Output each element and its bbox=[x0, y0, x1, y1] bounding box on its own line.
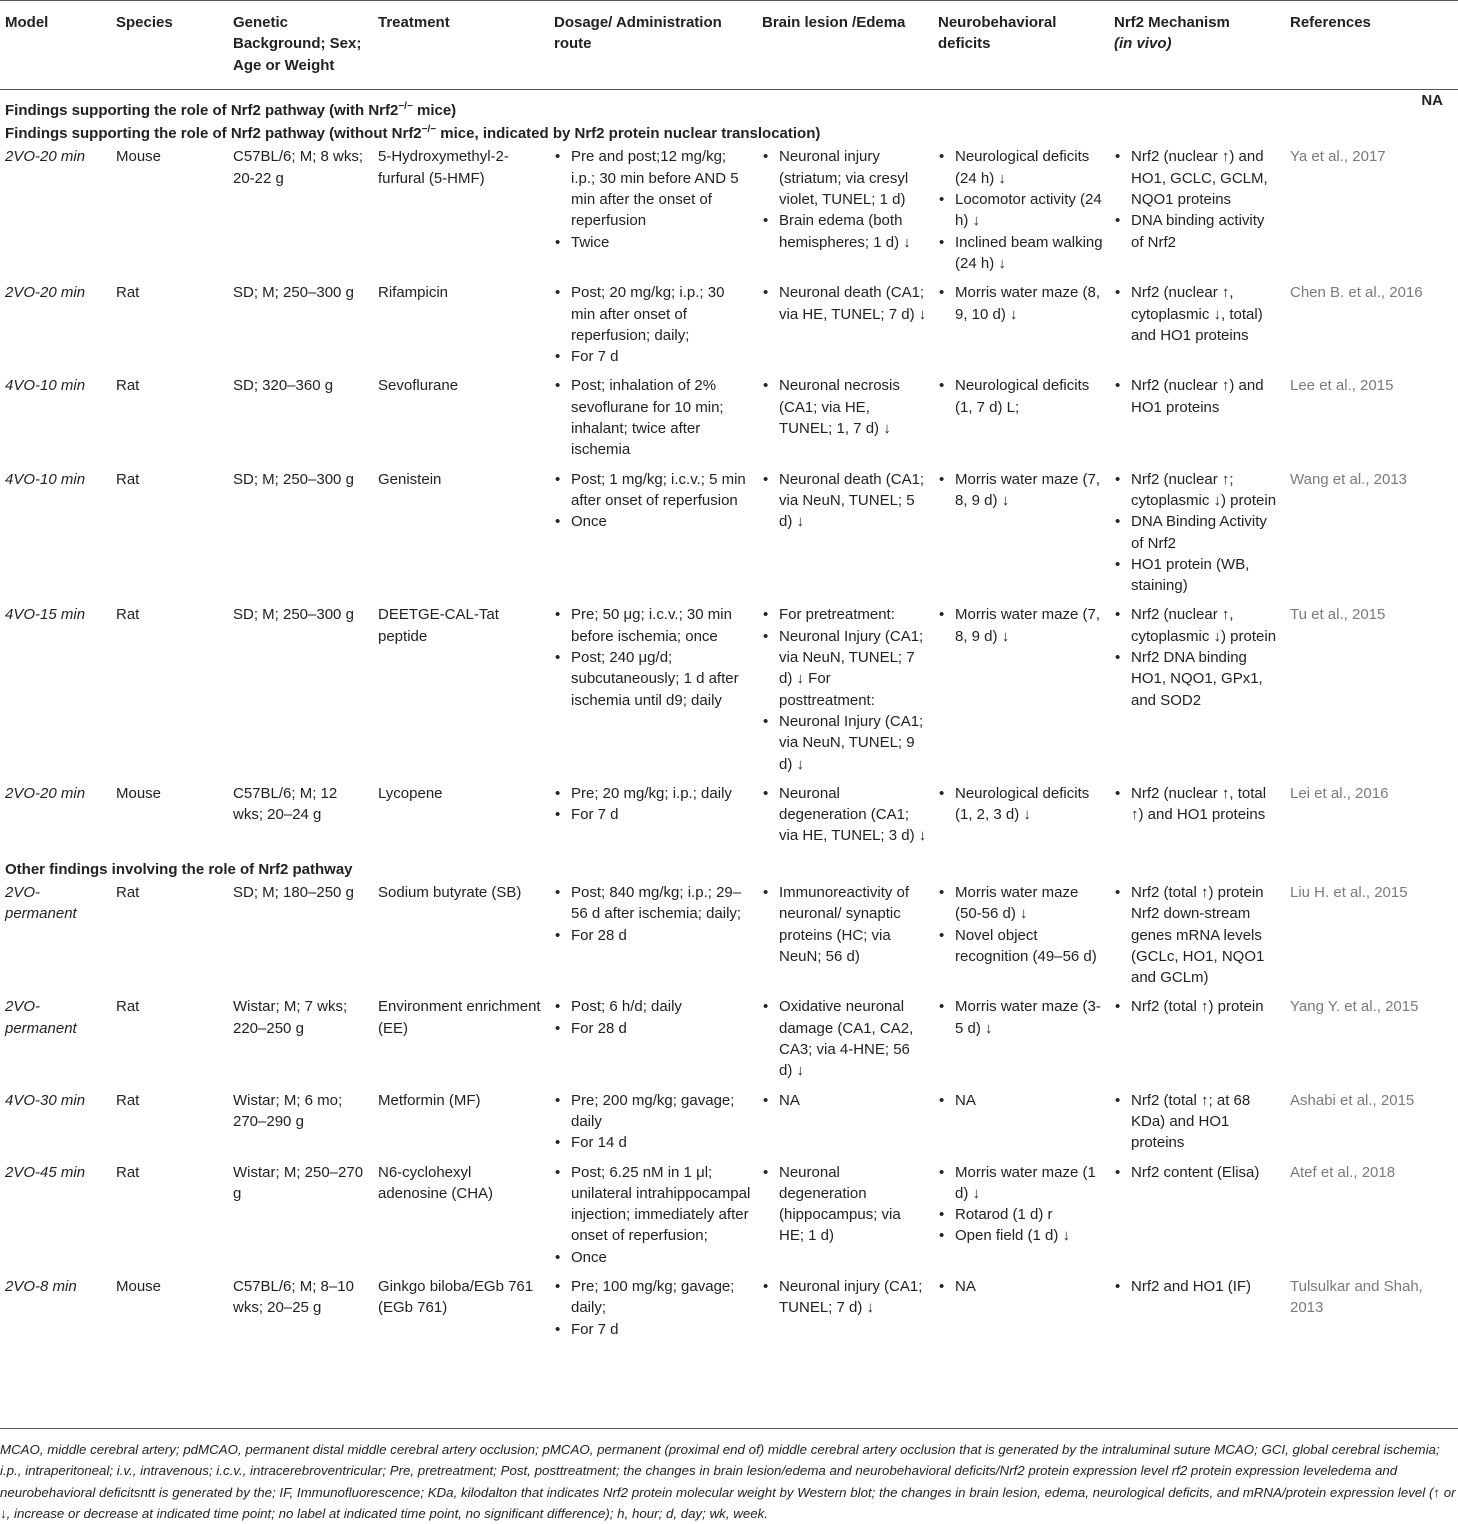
section-na: NA bbox=[1421, 91, 1443, 109]
section-heading bbox=[0, 89, 1458, 123]
cell-neurobehavioral bbox=[933, 469, 1109, 605]
list-item: • Novel object recognition (49–56 d) bbox=[938, 925, 1103, 968]
cell-model: 2VO-8 min bbox=[5, 1278, 77, 1296]
section-row-with-knockout bbox=[0, 89, 1458, 123]
table-row bbox=[0, 1090, 1458, 1162]
cell-mechanism-list bbox=[1114, 469, 1279, 597]
list-item: • Post; 840 mg/kg; i.p.; 29–56 d after ischemia; daily; bbox=[554, 882, 751, 925]
cell-brain-lesion bbox=[757, 1090, 933, 1162]
list-item: • Nrf2 (total ↑; at 68 KDa) and HO1 proteins bbox=[1114, 1090, 1279, 1154]
cell-neurobehavioral-list bbox=[938, 1276, 1103, 1297]
list-item: • For 28 d bbox=[554, 925, 751, 946]
list-item: • Nrf2 (nuclear ↑, cytoplasmic ↓) protein bbox=[1114, 604, 1279, 647]
list-item: • Pre; 100 mg/kg; gavage; daily; bbox=[554, 1276, 751, 1319]
cell-genetic-background: C57BL/6; M; 8–10 wks; 20–25 g bbox=[233, 1278, 354, 1317]
list-item: • Morris water maze (8, 9, 10 d) ↓ bbox=[938, 282, 1103, 325]
list-item: • Nrf2 (total ↑) protein Nrf2 down-stream genes mRNA levels (GCLc, HO1, NQO1 and GCLm) bbox=[1114, 882, 1279, 988]
cell-dosage-list bbox=[554, 1162, 751, 1268]
cell-neurobehavioral-list bbox=[938, 469, 1103, 512]
list-item: • Neuronal death (CA1; via HE, TUNEL; 7 d) ↓ bbox=[762, 282, 927, 325]
header-model: Model bbox=[0, 1, 111, 90]
cell-neurobehavioral-list bbox=[938, 375, 1103, 418]
cell-dosage-list bbox=[554, 1090, 751, 1154]
list-item: • Neurological deficits (1, 2, 3 d) ↓ bbox=[938, 783, 1103, 826]
cell-dosage-list bbox=[554, 996, 751, 1039]
cell-dosage-list bbox=[554, 604, 751, 710]
cell-reference: Tulsulkar and Shah, 2013 bbox=[1290, 1278, 1423, 1317]
cell-dosage bbox=[549, 882, 757, 996]
list-item: • For 7 d bbox=[554, 346, 751, 367]
list-item: • Post; 6.25 nM in 1 μl; unilateral intrahippocampal injection; immediately after onset of reperfusion; bbox=[554, 1162, 751, 1247]
list-item: • Morris water maze (3-5 d) ↓ bbox=[938, 996, 1103, 1039]
table-row bbox=[0, 882, 1458, 996]
cell-brain-lesion-list bbox=[762, 1276, 927, 1319]
cell-brain-lesion-list bbox=[762, 604, 927, 774]
cell-model: 2VO-permanent bbox=[5, 883, 77, 923]
cell-dosage bbox=[549, 469, 757, 605]
cell-treatment: DEETGE-CAL-Tat peptide bbox=[378, 606, 499, 645]
cell-dosage-list bbox=[554, 282, 751, 367]
cell-species: Rat bbox=[116, 284, 140, 302]
cell-genetic-background: SD; M; 250–300 g bbox=[233, 470, 354, 488]
cell-brain-lesion bbox=[757, 282, 933, 375]
cell-brain-lesion-list bbox=[762, 282, 927, 325]
cell-brain-lesion bbox=[757, 375, 933, 468]
cell-mechanism bbox=[1109, 469, 1285, 605]
list-item: • HO1 protein (WB, staining) bbox=[1114, 554, 1279, 597]
table-row bbox=[0, 783, 1458, 855]
cell-brain-lesion-list bbox=[762, 996, 927, 1081]
table-row bbox=[0, 375, 1458, 468]
cell-reference: Atef et al., 2018 bbox=[1290, 1163, 1396, 1181]
cell-mechanism-list bbox=[1114, 996, 1279, 1017]
cell-treatment: Rifampicin bbox=[378, 284, 449, 302]
list-item: • For 7 d bbox=[554, 1319, 751, 1340]
cell-dosage-list bbox=[554, 783, 751, 826]
section-row-without-knockout bbox=[0, 123, 1458, 146]
header-mechanism-label: Nrf2 Mechanism bbox=[1114, 14, 1230, 31]
header-mechanism bbox=[1109, 1, 1285, 90]
cell-mechanism bbox=[1109, 1162, 1285, 1276]
table-row bbox=[0, 1276, 1458, 1348]
cell-neurobehavioral bbox=[933, 1276, 1109, 1348]
cell-brain-lesion bbox=[757, 996, 933, 1089]
cell-species: Rat bbox=[116, 1163, 140, 1181]
list-item: • Once bbox=[554, 511, 751, 532]
list-item: • Inclined beam walking (24 h) ↓ bbox=[938, 232, 1103, 275]
list-item: • NA bbox=[938, 1090, 1103, 1111]
cell-species: Mouse bbox=[116, 1278, 162, 1296]
cell-brain-lesion bbox=[757, 1276, 933, 1348]
cell-species: Rat bbox=[116, 883, 140, 901]
cell-species: Rat bbox=[116, 998, 140, 1016]
cell-dosage bbox=[549, 783, 757, 855]
cell-neurobehavioral-list bbox=[938, 604, 1103, 647]
cell-genetic-background: Wistar; M; 6 mo; 270–290 g bbox=[233, 1091, 343, 1130]
cell-brain-lesion-list bbox=[762, 1090, 927, 1111]
cell-mechanism-list bbox=[1114, 146, 1279, 252]
cell-reference: Lee et al., 2015 bbox=[1290, 377, 1394, 395]
section-text: Findings supporting the role of Nrf2 pathway (with Nrf2 bbox=[5, 101, 399, 119]
cell-species: Mouse bbox=[116, 148, 162, 166]
cell-mechanism bbox=[1109, 1090, 1285, 1162]
cell-reference: Yang Y. et al., 2015 bbox=[1290, 998, 1419, 1016]
cell-dosage bbox=[549, 375, 757, 468]
list-item: • Rotarod (1 d) r bbox=[938, 1204, 1103, 1225]
list-item: • Neuronal Injury (CA1; via NeuN, TUNEL; 7 d) ↓ For posttreatment: bbox=[762, 626, 927, 711]
cell-model: 2VO-20 min bbox=[5, 784, 86, 802]
list-item: • NA bbox=[938, 1276, 1103, 1297]
table-body bbox=[0, 89, 1458, 1348]
cell-model: 4VO-10 min bbox=[5, 377, 86, 395]
header-species: Species bbox=[111, 1, 228, 90]
cell-reference: Lei et al., 2016 bbox=[1290, 784, 1389, 802]
list-item: • Neuronal Injury (CA1; via NeuN, TUNEL; 9 d) ↓ bbox=[762, 711, 927, 775]
cell-mechanism bbox=[1109, 996, 1285, 1089]
list-item: • Nrf2 (nuclear ↑, total ↑) and HO1 proteins bbox=[1114, 783, 1279, 826]
section-superscript: −/− bbox=[421, 124, 437, 136]
cell-neurobehavioral bbox=[933, 604, 1109, 782]
cell-model: 2VO-45 min bbox=[5, 1163, 86, 1181]
section-heading: Other findings involving the role of Nrf2 pathway bbox=[5, 860, 353, 878]
cell-brain-lesion bbox=[757, 604, 933, 782]
list-item: • Pre and post;12 mg/kg; i.p.; 30 min before AND 5 min after the onset of reperfusion bbox=[554, 146, 751, 231]
list-item: • Nrf2 content (Elisa) bbox=[1114, 1162, 1279, 1183]
cell-neurobehavioral-list bbox=[938, 1090, 1103, 1111]
list-item: • Post; 1 mg/kg; i.c.v.; 5 min after onset of reperfusion bbox=[554, 469, 751, 512]
section-text: mice, indicated by Nrf2 protein nuclear translocation) bbox=[436, 125, 821, 143]
list-item: • Neuronal degeneration (CA1; via HE, TUNEL; 3 d) ↓ bbox=[762, 783, 927, 847]
cell-reference: Tu et al., 2015 bbox=[1290, 606, 1386, 624]
cell-mechanism bbox=[1109, 604, 1285, 782]
list-item: • For 28 d bbox=[554, 1018, 751, 1039]
cell-neurobehavioral-list bbox=[938, 1162, 1103, 1247]
list-item: • For pretreatment: bbox=[762, 604, 927, 625]
list-item: • Post; inhalation of 2% sevoflurane for 10 min; inhalant; twice after ischemia bbox=[554, 375, 751, 460]
cell-genetic-background: SD; 320–360 g bbox=[233, 377, 334, 395]
list-item: • Neuronal injury (striatum; via cresyl violet, TUNEL; 1 d) bbox=[762, 146, 927, 210]
cell-species: Rat bbox=[116, 1091, 140, 1109]
list-item: • Pre; 200 mg/kg; gavage; daily bbox=[554, 1090, 751, 1133]
cell-dosage bbox=[549, 1276, 757, 1348]
section-row-other bbox=[0, 855, 1458, 882]
header-neurobehavioral: Neurobehavioral deficits bbox=[933, 1, 1109, 90]
list-item: • Neuronal necrosis (CA1; via HE, TUNEL; 1, 7 d) ↓ bbox=[762, 375, 927, 439]
list-item: • For 7 d bbox=[554, 804, 751, 825]
header-brain-lesion: Brain lesion /Edema bbox=[757, 1, 933, 90]
cell-treatment: Sevoflurane bbox=[378, 377, 459, 395]
list-item: • Brain edema (both hemispheres; 1 d) ↓ bbox=[762, 210, 927, 253]
cell-mechanism bbox=[1109, 282, 1285, 375]
list-item: • Morris water maze (7, 8, 9 d) ↓ bbox=[938, 604, 1103, 647]
section-text: mice) bbox=[412, 101, 457, 119]
cell-brain-lesion-list bbox=[762, 375, 927, 439]
cell-model: 2VO-20 min bbox=[5, 284, 86, 302]
cell-mechanism-list bbox=[1114, 783, 1279, 826]
list-item: • Morris water maze (50-56 d) ↓ bbox=[938, 882, 1103, 925]
cell-brain-lesion bbox=[757, 146, 933, 282]
cell-model: 2VO-20 min bbox=[5, 148, 86, 166]
cell-neurobehavioral-list bbox=[938, 282, 1103, 325]
cell-brain-lesion bbox=[757, 469, 933, 605]
list-item: • Open field (1 d) ↓ bbox=[938, 1225, 1103, 1246]
cell-species: Rat bbox=[116, 377, 140, 395]
cell-brain-lesion-list bbox=[762, 1162, 927, 1247]
cell-mechanism-list bbox=[1114, 282, 1279, 346]
cell-model: 4VO-10 min bbox=[5, 470, 86, 488]
cell-brain-lesion bbox=[757, 783, 933, 855]
list-item: • Once bbox=[554, 1247, 751, 1268]
cell-reference: Wang et al., 2013 bbox=[1290, 470, 1408, 488]
cell-neurobehavioral-list bbox=[938, 783, 1103, 826]
cell-mechanism bbox=[1109, 375, 1285, 468]
cell-reference: Ashabi et al., 2015 bbox=[1290, 1091, 1415, 1109]
cell-dosage-list bbox=[554, 469, 751, 533]
list-item: • Morris water maze (7, 8, 9 d) ↓ bbox=[938, 469, 1103, 512]
cell-species: Rat bbox=[116, 606, 140, 624]
list-item: • Nrf2 (nuclear ↑) and HO1, GCLC, GCLM, NQO1 proteins bbox=[1114, 146, 1279, 210]
section-text: Findings supporting the role of Nrf2 pathway (without Nrf2 bbox=[5, 125, 422, 143]
section-superscript: −/− bbox=[398, 100, 413, 112]
cell-mechanism-list bbox=[1114, 604, 1279, 710]
cell-mechanism bbox=[1109, 1276, 1285, 1348]
list-item: • Neuronal degeneration (hippocampus; via HE; 1 d) bbox=[762, 1162, 927, 1247]
list-item: • Neurological deficits (1, 7 d) L; bbox=[938, 375, 1103, 418]
list-item: • Neuronal death (CA1; via NeuN, TUNEL; 5 d) ↓ bbox=[762, 469, 927, 533]
header-mechanism-sub: (in vivo) bbox=[1114, 35, 1172, 53]
table-row bbox=[0, 604, 1458, 782]
cell-treatment: Lycopene bbox=[378, 784, 443, 802]
list-item: • Pre; 50 μg; i.c.v.; 30 min before ischemia; once bbox=[554, 604, 751, 647]
list-item: • Post; 20 mg/kg; i.p.; 30 min after onset of reperfusion; daily; bbox=[554, 282, 751, 346]
list-item: • Nrf2 (total ↑) protein bbox=[1114, 996, 1279, 1017]
header-dosage: Dosage/ Administration route bbox=[549, 1, 757, 90]
cell-brain-lesion-list bbox=[762, 146, 927, 252]
list-item: • Morris water maze (1 d) ↓ bbox=[938, 1162, 1103, 1205]
cell-dosage bbox=[549, 282, 757, 375]
cell-genetic-background: SD; M; 250–300 g bbox=[233, 606, 354, 624]
cell-mechanism-list bbox=[1114, 1090, 1279, 1154]
cell-genetic-background: C57BL/6; M; 12 wks; 20–24 g bbox=[233, 784, 338, 824]
cell-genetic-background: C57BL/6; M; 8 wks; 20-22 g bbox=[233, 148, 364, 187]
cell-neurobehavioral bbox=[933, 783, 1109, 855]
cell-model: 4VO-30 min bbox=[5, 1091, 86, 1109]
cell-mechanism bbox=[1109, 783, 1285, 855]
cell-neurobehavioral bbox=[933, 996, 1109, 1089]
list-item: • DNA Binding Activity of Nrf2 bbox=[1114, 511, 1279, 554]
cell-treatment: Genistein bbox=[378, 470, 442, 488]
cell-mechanism-list bbox=[1114, 882, 1279, 988]
cell-genetic-background: Wistar; M; 250–270 g bbox=[233, 1163, 364, 1202]
list-item: • Locomotor activity (24 h) ↓ bbox=[938, 189, 1103, 232]
section-heading bbox=[0, 123, 1458, 146]
list-item: • For 14 d bbox=[554, 1132, 751, 1153]
cell-model: 2VO-permanent bbox=[5, 998, 77, 1037]
cell-genetic-background: SD; M; 180–250 g bbox=[233, 883, 354, 901]
cell-dosage-list bbox=[554, 1276, 751, 1340]
cell-neurobehavioral bbox=[933, 146, 1109, 282]
list-item: • Pre; 20 mg/kg; i.p.; daily bbox=[554, 783, 751, 804]
table-row bbox=[0, 282, 1458, 375]
header-genetic-background: Genetic Background; Sex; Age or Weight bbox=[228, 1, 373, 90]
list-item: • DNA binding activity of Nrf2 bbox=[1114, 210, 1279, 253]
cell-brain-lesion-list bbox=[762, 469, 927, 533]
header-row bbox=[0, 1, 1458, 90]
table-row bbox=[0, 1162, 1458, 1276]
cell-reference: Chen B. et al., 2016 bbox=[1290, 284, 1423, 302]
cell-neurobehavioral-list bbox=[938, 882, 1103, 967]
list-item: • Neuronal injury (CA1; TUNEL; 7 d) ↓ bbox=[762, 1276, 927, 1319]
list-item: • Twice bbox=[554, 232, 751, 253]
cell-neurobehavioral bbox=[933, 1090, 1109, 1162]
list-item: • Post; 240 μg/d; subcutaneously; 1 d after ischemia until d9; daily bbox=[554, 647, 751, 711]
cell-neurobehavioral bbox=[933, 282, 1109, 375]
cell-brain-lesion-list bbox=[762, 882, 927, 967]
list-item: • Nrf2 (nuclear ↑, cytoplasmic ↓, total) and HO1 proteins bbox=[1114, 282, 1279, 346]
cell-neurobehavioral-list bbox=[938, 146, 1103, 274]
cell-treatment: Environment enrichment (EE) bbox=[378, 998, 541, 1037]
list-item: • Post; 6 h/d; daily bbox=[554, 996, 751, 1017]
cell-neurobehavioral bbox=[933, 882, 1109, 996]
cell-dosage bbox=[549, 996, 757, 1089]
header-references: References bbox=[1285, 1, 1458, 90]
cell-brain-lesion-list bbox=[762, 783, 927, 847]
cell-treatment: Sodium butyrate (SB) bbox=[378, 883, 522, 901]
list-item: • Nrf2 and HO1 (IF) bbox=[1114, 1276, 1279, 1297]
cell-mechanism bbox=[1109, 882, 1285, 996]
table-row bbox=[0, 996, 1458, 1089]
cell-dosage bbox=[549, 146, 757, 282]
cell-reference: Liu H. et al., 2015 bbox=[1290, 883, 1408, 901]
cell-treatment: Metformin (MF) bbox=[378, 1091, 481, 1109]
list-item: • Oxidative neuronal damage (CA1, CA2, CA3; via 4-HNE; 56 d) ↓ bbox=[762, 996, 927, 1081]
cell-dosage-list bbox=[554, 375, 751, 460]
cell-treatment: 5-Hydroxymethyl-2-furfural (5-HMF) bbox=[378, 148, 509, 187]
header-treatment: Treatment bbox=[373, 1, 549, 90]
cell-species: Rat bbox=[116, 470, 140, 488]
cell-treatment: Ginkgo biloba/EGb 761 (EGb 761) bbox=[378, 1278, 534, 1317]
cell-dosage bbox=[549, 604, 757, 782]
cell-treatment: N6-cyclohexyl adenosine (CHA) bbox=[378, 1163, 494, 1202]
cell-dosage bbox=[549, 1090, 757, 1162]
table-row bbox=[0, 469, 1458, 605]
cell-model: 4VO-15 min bbox=[5, 606, 86, 624]
list-item: • Nrf2 (nuclear ↑) and HO1 proteins bbox=[1114, 375, 1279, 418]
cell-brain-lesion bbox=[757, 882, 933, 996]
cell-dosage-list bbox=[554, 146, 751, 252]
table-footnote: MCAO, middle cerebral artery; pdMCAO, permanent distal middle cerebral artery occlusion; pMCAO, permanent (proximal end of) middle cerebral artery occlusion that is generated by the intraluminal suture MCAO; GCI, global cerebral ischemia; i.p., intraperitoneal; i.v., intravenous; i.c.v., intracerebroventricular; Pre, pretreatment; Post, posttreatment; the changes in brain lesion/edema and neurobehavioral deficits/Nrf2 protein expression level rf2 protein expression leveledema and neurobehavioral deficitsntt is generated by the; IF, Immunofluorescence; KDa, kilodalton that indicates Nrf2 protein molecular weight by Western blot; the changes in brain lesion, edema, neurological deficits, and mRNA/protein expression level (↑ or ↓, increase or decrease at indicated time point; no label at indicated time point, no significant difference); h, hour; d, day; wk, week. bbox=[0, 1428, 1458, 1524]
cell-dosage-list bbox=[554, 882, 751, 946]
list-item: • Nrf2 (nuclear ↑; cytoplasmic ↓) protein bbox=[1114, 469, 1279, 512]
cell-dosage bbox=[549, 1162, 757, 1276]
cell-reference: Ya et al., 2017 bbox=[1290, 148, 1386, 166]
cell-mechanism-list bbox=[1114, 375, 1279, 418]
cell-mechanism bbox=[1109, 146, 1285, 282]
cell-mechanism-list bbox=[1114, 1162, 1279, 1183]
list-item: • Nrf2 DNA binding HO1, NQO1, GPx1, and SOD2 bbox=[1114, 647, 1279, 711]
cell-mechanism-list bbox=[1114, 1276, 1279, 1297]
list-item: • NA bbox=[762, 1090, 927, 1111]
cell-neurobehavioral bbox=[933, 375, 1109, 468]
list-item: • Neurological deficits (24 h) ↓ bbox=[938, 146, 1103, 189]
cell-neurobehavioral bbox=[933, 1162, 1109, 1276]
list-item: • Immunoreactivity of neuronal/ synaptic proteins (HC; via NeuN; 56 d) bbox=[762, 882, 927, 967]
cell-genetic-background: SD; M; 250–300 g bbox=[233, 284, 354, 302]
cell-neurobehavioral-list bbox=[938, 996, 1103, 1039]
cell-species: Mouse bbox=[116, 784, 162, 802]
table-row bbox=[0, 146, 1458, 282]
cell-brain-lesion bbox=[757, 1162, 933, 1276]
cell-genetic-background: Wistar; M; 7 wks; 220–250 g bbox=[233, 998, 348, 1037]
